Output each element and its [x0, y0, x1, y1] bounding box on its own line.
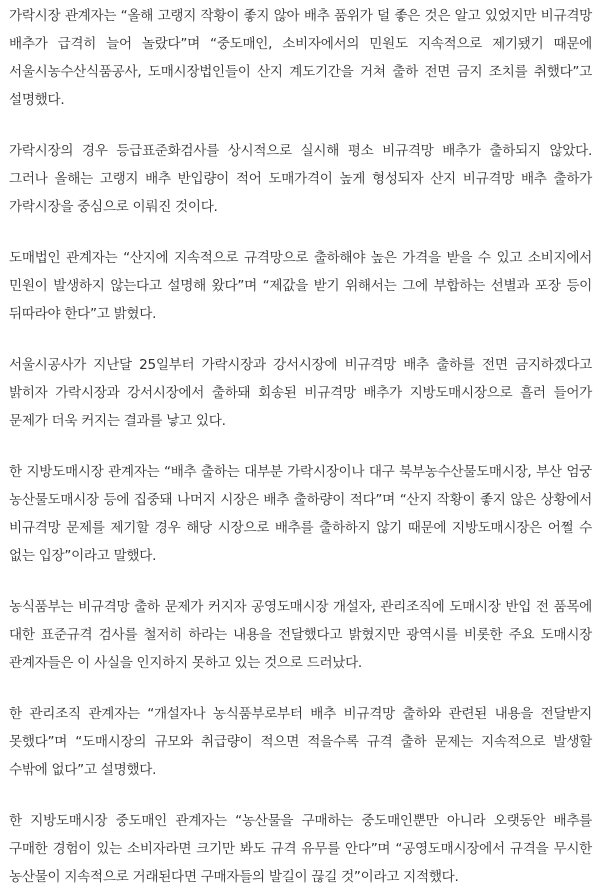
article-paragraph-4: 서울시공사가 지난달 25일부터 가락시장과 강서시장에 비규격망 배추 출하를 전면 금지하겠다고 밝히자 가락시장과 강서시장에서 출하돼 회송된 비규격망 배추가 지방도매시장으로 흘러 들어가 문제가 더욱 커지는 결과를 낳고 있다. — [9, 357, 592, 429]
article-paragraph-2: 가락시장의 경우 등급표준화검사를 상시적으로 실시해 평소 비규격망 배추가 출하되지 않았다. 그러나 올해는 고랭지 배추 반입량이 적어 도매가격이 높게 형성되자 산지 비규격망 배추 출하가 가락시장을 중심으로 이뤄진 것이다. — [9, 143, 592, 215]
article-paragraph-8: 한 지방도매시장 중도매인 관계자는 “농산물을 구매하는 중도매인뿐만 아니라 오랫동안 배추를 구매한 경험이 있는 소비자라면 크기만 봐도 규격 유무를 안다”며 “공영도매시장에서 규격을 무시한 농산물이 지속적으로 거래된다면 구매자들의 발길이 끊길 것”이라고 지적했다. — [9, 813, 592, 885]
article-paragraph-3: 도매법인 관계자는 “산지에 지속적으로 규격망으로 출하해야 높은 가격을 받을 수 있고 소비지에서 민원이 발생하지 않는다고 설명해 왔다”며 “제값을 받기 위해서는 그에 부합하는 선별과 포장 등이 뒤따라야 한다”고 밝혔다. — [9, 250, 592, 322]
article-paragraph-1: 가락시장 관계자는 “올해 고랭지 작황이 좋지 않아 배추 품위가 덜 좋은 것은 알고 있었지만 비규격망 배추가 급격히 늘어 놀랐다”며 “중도매인, 소비자에서의 민원도 지속적으로 제기됐기 때문에 서울시농수산식품공사, 도매시장법인들이 산지 계도기간을 거쳐 출하 전면 금지 조치를 취했다”고 설명했다. — [9, 8, 592, 108]
article-paragraph-6: 농식품부는 비규격망 출하 문제가 커지자 공영도매시장 개설자, 관리조직에 도매시장 반입 전 품목에 대한 표준규격 검사를 철저히 하라는 내용을 전달했다고 밝혔지만 광역시를 비롯한 주요 도매시장 관계자들은 이 사실을 인지하지 못하고 있는 것으로 드러났다. — [9, 599, 592, 671]
article-paragraph-7: 한 관리조직 관계자는 “개설자나 농식품부로부터 배추 비규격망 출하와 관련된 내용을 전달받지 못했다”며 “도매시장의 규모와 취급량이 적으면 적을수록 규격 출하 문제는 지속적으로 발생할 수밖에 없다”고 설명했다. — [9, 706, 592, 778]
article-paragraph-5: 한 지방도매시장 관계자는 “배추 출하는 대부분 가락시장이나 대구 북부농수산물도매시장, 부산 엄궁 농산물도매시장 등에 집중돼 나머지 시장은 배추 출하량이 적다”며 “산지 작황이 좋지 않은 상황에서 비규격망 문제를 제기할 경우 해당 시장으로 배추를 출하하지 않기 때문에 지방도매시장은 어쩔 수 없는 입장”이라고 말했다. — [9, 464, 592, 564]
